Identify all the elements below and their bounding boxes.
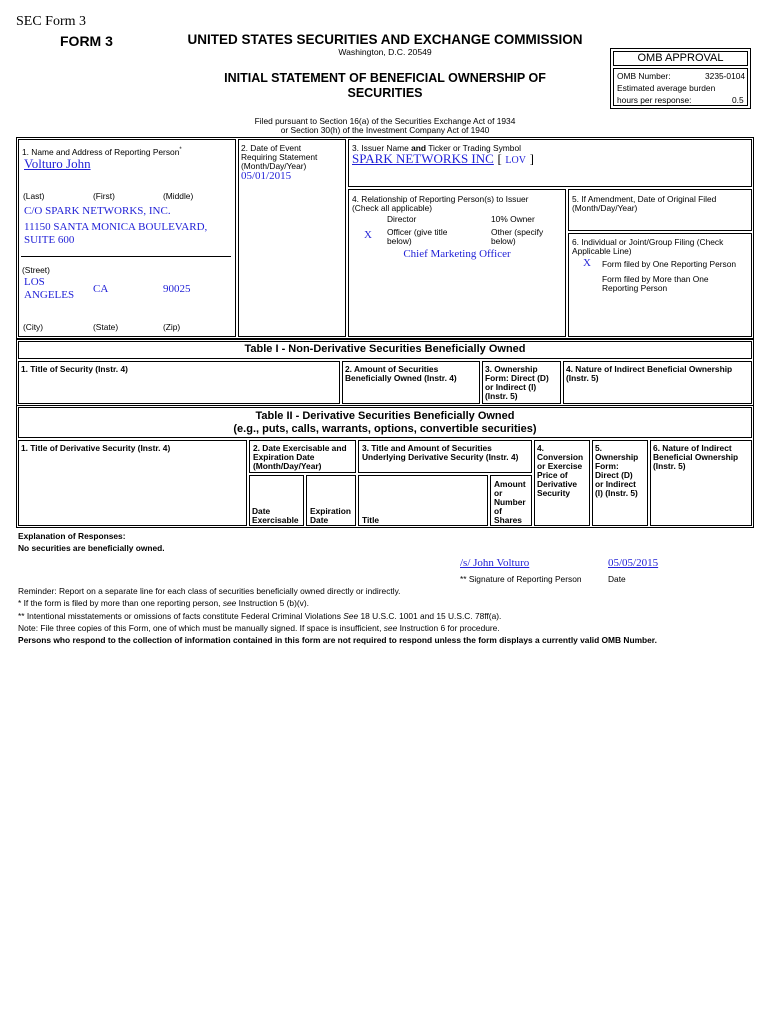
issuer-ticker: LOV	[505, 155, 526, 166]
other-label-line1: Other (specify	[491, 227, 544, 237]
footer-note3: Note: File three copies of this Form, one of which must be manually signed. If space is insufficient, see Instruction 6 for procedure.	[18, 623, 500, 633]
officer-check-mark: X	[364, 229, 372, 241]
city-label: (City)	[23, 322, 44, 332]
table2-col4-header-line4: Price of	[537, 470, 568, 480]
table2-col4-header-line3: or Exercise	[537, 461, 583, 471]
statement-title-line2: SECURITIES	[347, 86, 423, 100]
table2-col3-header-line1: 3. Title and Amount of Securities	[362, 443, 492, 453]
table1-col1-header: 1. Title of Security (Instr. 4)	[21, 364, 128, 374]
table2-amount-line5: Shares	[494, 515, 522, 525]
table2-col5-header-line1: 5.	[595, 443, 602, 453]
filing-label-line1: 6. Individual or Joint/Group Filing (Check	[572, 237, 724, 247]
first-label: (First)	[93, 191, 115, 201]
issuer-name-link[interactable]: SPARK NETWORKS INC	[352, 151, 494, 166]
event-date-label-line1: 2. Date of Event	[241, 143, 302, 153]
table2-title-line2: (e.g., puts, calls, warrants, options, convertible securities)	[233, 423, 537, 435]
table2-title-line1: Table II - Derivative Securities Beneficially Owned	[255, 410, 515, 422]
issuer-name-ticker: SPARK NETWORKS INC [ LOV ]	[352, 151, 534, 166]
table2-expiration-line1: Expiration	[310, 506, 351, 516]
table1-col3-header-line3: or Indirect (I)	[485, 382, 537, 392]
explanation-text: No securities are beneficially owned.	[18, 543, 165, 553]
table1-col3-header-line2: Form: Direct (D)	[485, 373, 549, 383]
table2-col4-header-line1: 4.	[537, 443, 544, 453]
table1-col3-header-line1: 3. Ownership	[485, 364, 538, 374]
table1-col2-header-line2: Beneficially Owned (Instr. 4)	[345, 373, 457, 383]
omb-number-label: OMB Number:	[617, 71, 671, 81]
table2-col2-header-line1: 2. Date Exercisable and	[253, 443, 347, 453]
footer-note1: * If the form is filed by more than one reporting person, see Instruction 5 (b)(v).	[18, 598, 309, 608]
issuer-label: 3. Issuer Name and Ticker or Trading Symbol	[352, 143, 521, 153]
signature-value: /s/ John Volturo	[460, 557, 530, 569]
omb-hours-label: hours per response:	[617, 95, 692, 105]
more-persons-label-line1: Form filed by More than One	[602, 274, 709, 284]
amendment-label-line2: (Month/Day/Year)	[572, 203, 638, 213]
table2-col5-header-line3: Form:	[595, 461, 619, 471]
table2-col5-header-line2: Ownership	[595, 452, 639, 462]
omb-number-value: 3235-0104	[705, 71, 746, 81]
table1-col3-header-line4: (Instr. 5)	[485, 391, 518, 401]
ten-pct-owner-label: 10% Owner	[491, 214, 535, 224]
table2-col3-header-line2: Underlying Derivative Security (Instr. 4)	[362, 452, 519, 462]
officer-title: Chief Marketing Officer	[403, 248, 511, 260]
amendment-label-line1: 5. If Amendment, Date of Original Filed	[572, 194, 717, 204]
last-label: (Last)	[23, 191, 45, 201]
other-label-line2: below)	[491, 236, 516, 246]
agency-name: UNITED STATES SECURITIES AND EXCHANGE COMMISSION	[187, 32, 583, 47]
table2-col4-header-line2: Conversion	[537, 452, 584, 462]
omb-burden-label: Estimated average burden	[617, 83, 716, 93]
form-label: FORM 3	[60, 33, 113, 49]
table2-amount-line4: of	[494, 506, 502, 516]
table2-col5-header-line6: (I) (Instr. 5)	[595, 488, 638, 498]
address-divider	[21, 256, 231, 257]
address-line3: SUITE 600	[24, 234, 75, 246]
signature-date-label: Date	[608, 574, 626, 584]
table2-title-subheader: Title	[362, 515, 380, 525]
table2-col2-header-line3: (Month/Day/Year)	[253, 461, 322, 471]
table2-col5-header-line5: or Indirect	[595, 479, 636, 489]
zip-value: 90025	[163, 283, 191, 295]
filed-pursuant-line1: Filed pursuant to Section 16(a) of the Securities Exchange Act of 1934	[254, 116, 516, 126]
state-label: (State)	[93, 322, 119, 332]
event-date-label-line3: (Month/Day/Year)	[241, 161, 307, 171]
director-label: Director	[387, 214, 417, 224]
statement-title-line1: INITIAL STATEMENT OF BENEFICIAL OWNERSHIP OF	[224, 71, 546, 85]
table2-date-exercisable-line1: Date	[252, 506, 271, 516]
filed-pursuant-line2: or Section 30(h) of the Investment Company Act of 1940	[280, 125, 490, 135]
city-line2: ANGELES	[24, 289, 75, 301]
table2-col6-header-line1: 6. Nature of Indirect	[653, 443, 732, 453]
state-value: CA	[93, 283, 109, 295]
one-person-label: Form filed by One Reporting Person	[602, 259, 737, 269]
event-date-label-line2: Requiring Statement	[241, 152, 318, 162]
reporting-person-name[interactable]: Volturo John	[24, 156, 91, 171]
table2-col2-header-line2: Expiration Date	[253, 452, 315, 462]
table2-col4-header-line5: Derivative	[537, 479, 578, 489]
table2-col4-header-line6: Security	[537, 488, 571, 498]
relationship-label-line2: (Check all applicable)	[352, 203, 433, 213]
table2-amount-line2: or	[494, 488, 503, 498]
signature-label: ** Signature of Reporting Person	[460, 574, 582, 584]
address-line2: 11150 SANTA MONICA BOULEVARD,	[24, 221, 208, 233]
table1-col2-header-line1: 2. Amount of Securities	[345, 364, 439, 374]
more-persons-label-line2: Reporting Person	[602, 283, 668, 293]
officer-label-line2: below)	[387, 236, 412, 246]
footer-note2: ** Intentional misstatements or omissions of facts constitute Federal Criminal Violations See 18 U.S.C. 1001 and 15 U.S.C. 78ff(a).	[18, 611, 502, 621]
footer-persons-notice: Persons who respond to the collection of information contained in this form are not required to respond unless the form displays a currently valid OMB Number.	[18, 635, 657, 645]
table2-amount-line1: Amount	[494, 479, 526, 489]
one-person-check-mark: X	[583, 257, 591, 269]
table2-expiration-line2: Date	[310, 515, 329, 525]
officer-label-line1: Officer (give title	[387, 227, 448, 237]
omb-header: OMB APPROVAL	[637, 52, 724, 64]
explanation-label: Explanation of Responses:	[18, 531, 126, 541]
agency-location: Washington, D.C. 20549	[338, 47, 432, 57]
table2-amount-line3: Number	[494, 497, 526, 507]
document-title: SEC Form 3	[16, 14, 87, 29]
reporting-person-label: 1. Name and Address of Reporting Person*	[22, 146, 182, 157]
event-date-value: 05/01/2015	[241, 170, 292, 182]
table2-col1-header: 1. Title of Derivative Security (Instr. 4)	[21, 443, 171, 453]
table1-col4-header-line1: 4. Nature of Indirect Beneficial Ownership	[566, 364, 733, 374]
table2-col6-header-line2: Beneficial Ownership	[653, 452, 739, 462]
street-label: (Street)	[22, 265, 50, 275]
omb-hours-value: 0.5	[732, 95, 744, 105]
footer-reminder: Reminder: Report on a separate line for each class of securities beneficially owned directly or indirectly.	[18, 586, 401, 596]
table1-col4-header-line2: (Instr. 5)	[566, 373, 599, 383]
filing-label-line2: Applicable Line)	[572, 246, 632, 256]
city-line1: LOS	[24, 276, 45, 288]
table2-col6-header-line3: (Instr. 5)	[653, 461, 686, 471]
signature-date: 05/05/2015	[608, 557, 659, 569]
zip-label: (Zip)	[163, 322, 181, 332]
address-line1: C/O SPARK NETWORKS, INC.	[24, 205, 171, 217]
middle-label: (Middle)	[163, 191, 194, 201]
relationship-label-line1: 4. Relationship of Reporting Person(s) to Issuer	[352, 194, 529, 204]
table2-col5-header-line4: Direct (D)	[595, 470, 633, 480]
table2-date-exercisable-line2: Exercisable	[252, 515, 299, 525]
table1-title: Table I - Non-Derivative Securities Beneficially Owned	[244, 343, 526, 355]
